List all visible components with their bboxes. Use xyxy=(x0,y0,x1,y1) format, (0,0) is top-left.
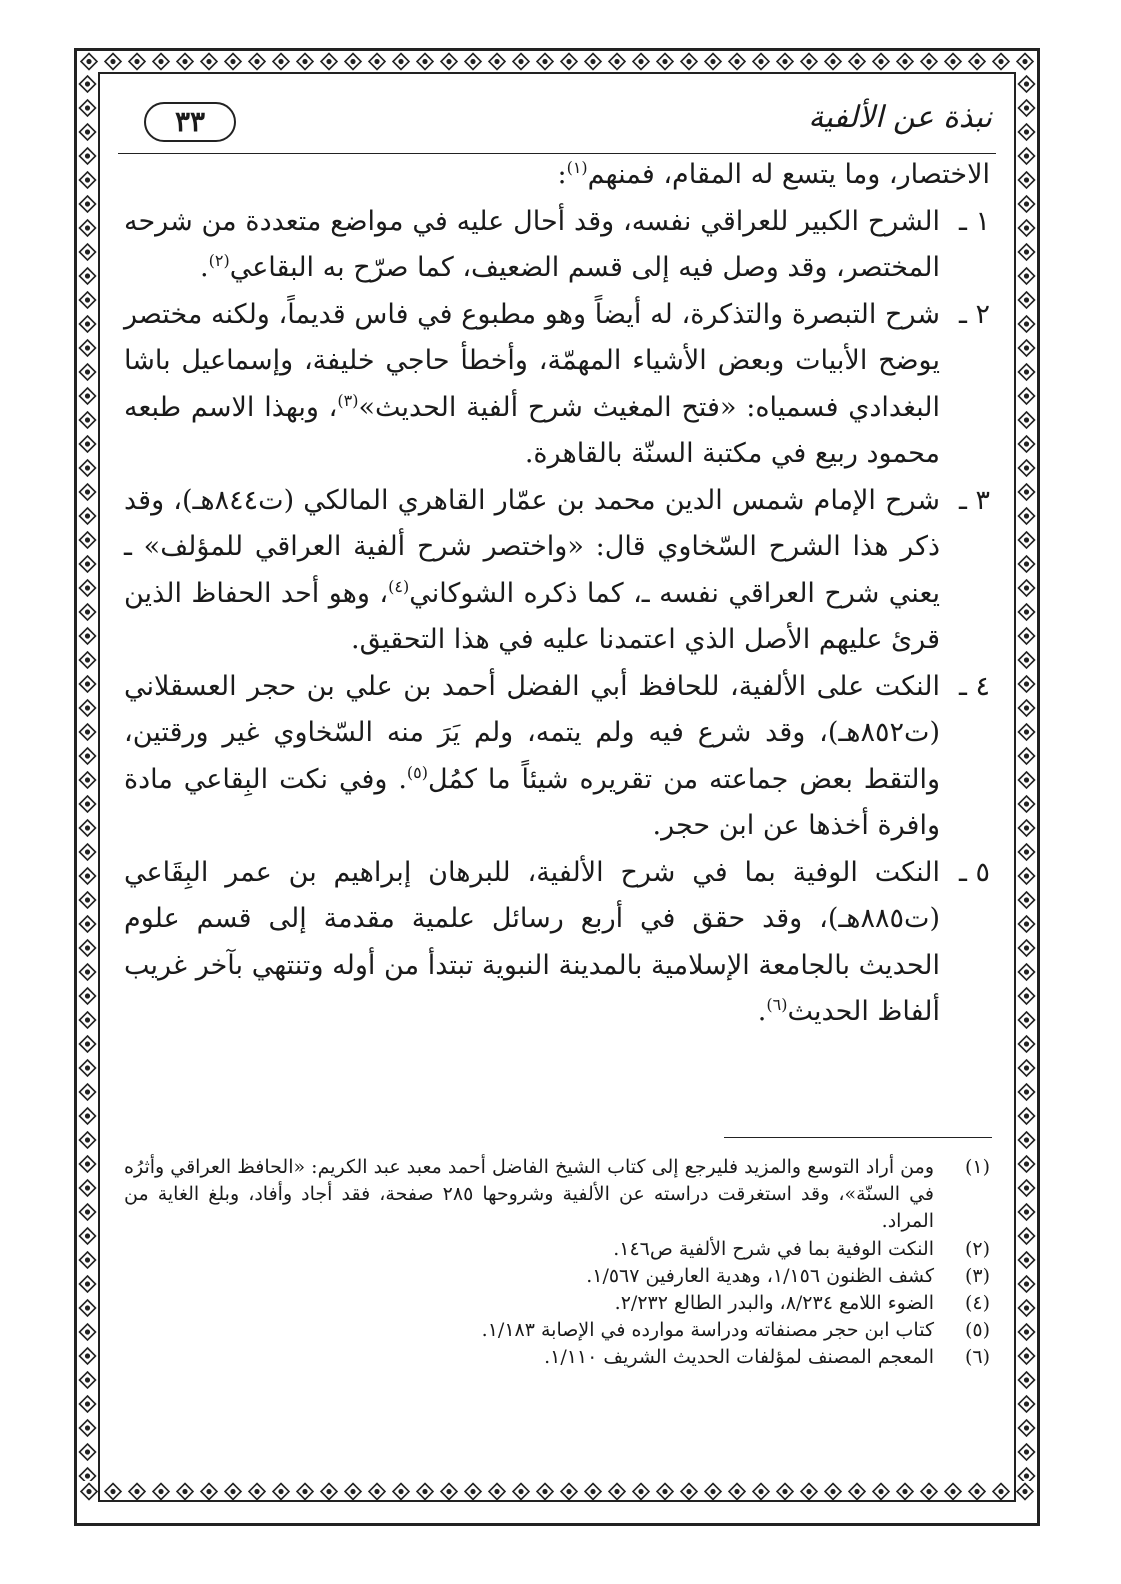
item-body: شرح التبصرة والتذكرة، له أيضاً وهو مطبوع في فاس قديماً، ولكنه مختصر يوضح الأبيات وبعض الأشياء المهمّة، وأخطأ حاجي خليفة، وإسماعيل باشا البغدادي فسمياه: «فتح المغيث شرح ألفية الحديث» xyxy=(124,298,940,423)
footnote-number: (٢) xyxy=(964,1237,990,1260)
item-tail: . xyxy=(757,996,767,1027)
running-title: نبذة عن الألفية xyxy=(808,100,992,135)
footnote-ref: (٥) xyxy=(406,762,429,782)
list-item xyxy=(124,850,990,1036)
footnote xyxy=(124,1344,990,1371)
item-number: ٢ ـ xyxy=(958,298,990,330)
footnotes xyxy=(124,1154,990,1372)
item-text xyxy=(124,199,940,292)
footnote-number: (٥) xyxy=(964,1319,990,1342)
footnote-text: الضوء اللامع ٨/٢٣٤، والبدر الطالع ٢/٢٣٢. xyxy=(614,1292,934,1315)
footnote xyxy=(124,1154,990,1236)
ornament-pattern xyxy=(77,1481,1037,1502)
item-text xyxy=(124,478,940,664)
ornament-pattern xyxy=(77,51,1037,72)
footnote xyxy=(124,1290,990,1317)
ornament-pattern xyxy=(77,72,98,1481)
main-text xyxy=(124,152,990,1036)
item-number: ١ ـ xyxy=(958,205,990,237)
item-text xyxy=(124,292,940,478)
list-item xyxy=(124,199,990,292)
footnote-separator xyxy=(724,1137,992,1138)
item-tail: ، وهو أحد الحفاظ الذين قرئ عليهم الأصل الذي اعتمدنا عليه في هذا التحقيق. xyxy=(124,577,940,655)
intro-paragraph xyxy=(124,152,990,199)
footnote-ref: (٢) xyxy=(208,251,230,270)
item-body: الشرح الكبير للعراقي نفسه، وقد أحال عليه في مواضع متعددة من شرحه المختصر، وقد وصل فيه إلى قسم الضعيف، كما صرّح به البقاعي xyxy=(124,205,940,283)
item-text xyxy=(124,850,940,1036)
footnote-number: (٣) xyxy=(964,1264,990,1287)
ornament-band-left xyxy=(77,72,98,1481)
list-item xyxy=(124,292,990,478)
item-body: النكت على الألفية، للحافظ أبي الفضل أحمد بن علي بن حجر العسقلاني (ت٨٥٢هـ)، وقد شرع فيه ولم يتمه، ولم يَرَ منه السّخاوي غير ورقتين، والتقط بعض جماعته من تقريره شيئاً ما كمُل xyxy=(124,670,941,795)
footnote xyxy=(124,1236,990,1263)
footnote-number: (٤) xyxy=(964,1292,990,1315)
item-tail: . xyxy=(200,252,209,283)
footnote-text: النكت الوفية بما في شرح الألفية ص١٤٦. xyxy=(613,1237,934,1260)
footnote-ref: (٦) xyxy=(766,995,788,1014)
ornament-pattern xyxy=(1016,72,1037,1481)
page-number: ٣٣ xyxy=(144,102,236,142)
item-tail: . وفي نكت البِقاعي مادة وافرة أخذها عن ابن حجر. xyxy=(124,763,940,841)
footnote-text: المعجم المصنف لمؤلفات الحديث الشريف ١/١١٠. xyxy=(544,1346,934,1369)
page-header xyxy=(118,96,996,152)
intro-text: الاختصار، وما يتسع له المقام، فمنهم xyxy=(587,159,990,190)
footnote-number: (١) xyxy=(964,1156,990,1178)
footnote-ref: (٤) xyxy=(388,576,410,596)
footnote xyxy=(124,1317,990,1344)
item-number: ٤ ـ xyxy=(958,670,990,702)
footnote-text: ومن أراد التوسع والمزيد فليرجع إلى كتاب الشيخ الفاضل أحمد معبد عبد الكريم: «الحافظ العراقي وأثرُه في السنّة»، وقد استغرقت دراسته عن الألفية وشروحها ٢٨٥ صفحة، فقد أجاد وأفاد، وبلغ الغاية من المراد. xyxy=(124,1156,934,1233)
footnote-ref: (٣) xyxy=(337,390,359,410)
item-tail: ، وبهذا الاسم طبعه محمود ربيع في مكتبة السنّة بالقاهرة. xyxy=(124,391,940,469)
item-text xyxy=(124,664,940,850)
footnote-text: كتاب ابن حجر مصنفاته ودراسة موارده في الإصابة ١/١٨٣. xyxy=(481,1319,934,1342)
list-item xyxy=(124,664,990,850)
item-number: ٥ ـ xyxy=(958,856,990,888)
footnote xyxy=(124,1263,990,1290)
list-item xyxy=(124,478,990,664)
item-body: النكت الوفية بما في شرح الألفية، للبرهان إبراهيم بن عمر البِقَاعي (ت٨٨٥هـ)، وقد حقق في أربع رسائل علمية مقدمة إلى قسم علوم الحديث بالجامعة الإسلامية بالمدينة النبوية تبتدأ من أوله وتنتهي بآخر غريب ألفاظ الحديث xyxy=(124,856,940,1027)
footnote-ref: (١) xyxy=(566,158,588,177)
item-number: ٣ ـ xyxy=(958,484,990,516)
intro-tail: : xyxy=(557,159,567,190)
ornament-band-bottom xyxy=(77,1481,1037,1502)
footnote-text: كشف الظنون ١/١٥٦، وهدية العارفين ١/٥٦٧. xyxy=(586,1264,934,1287)
item-body: شرح الإمام شمس الدين محمد بن عمّار القاهري المالكي (ت٨٤٤هـ)، وقد ذكر هذا الشرح السّخاوي قال: «واختصر شرح ألفية العراقي للمؤلف» ـ يعني شرح العراقي نفسه ـ، كما ذكره الشوكاني xyxy=(124,484,940,609)
ornament-band-top xyxy=(77,51,1037,72)
footnote-number: (٦) xyxy=(964,1346,990,1369)
ornament-band-right xyxy=(1016,72,1037,1481)
